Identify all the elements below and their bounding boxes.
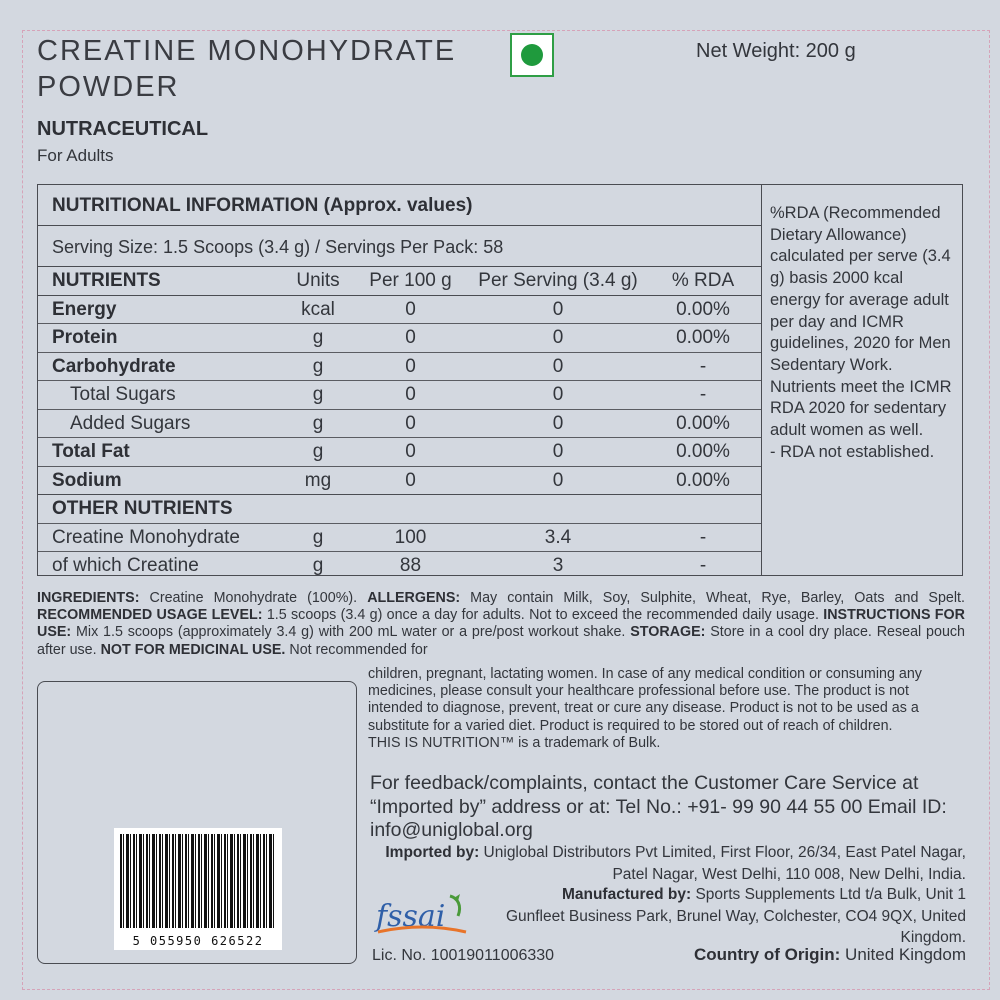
- table-row: Carbohydrate g 0 0 -: [38, 353, 761, 382]
- svg-text:fssai: fssai: [376, 899, 446, 934]
- table-row: Sodium mg 0 0 0.00%: [38, 467, 761, 496]
- barcode-number: 5 055950 626522: [132, 934, 264, 948]
- importer-address: Imported by: Uniglobal Distributors Pvt Limited, First Floor, 26/34, East Patel Nagar, Patel Nagar, West Delhi, 110 008, New Delhi, India.: [385, 844, 966, 883]
- product-audience: For Adults: [37, 146, 114, 165]
- serving-size: Serving Size: 1.5 Scoops (3.4 g) / Servings Per Pack: 58: [38, 226, 761, 267]
- table-row: Added Sugars g 0 0 0.00%: [38, 410, 761, 439]
- table-row: Energy kcal 0 0 0.00%: [38, 296, 761, 325]
- trademark-note: THIS IS NUTRITION™ is a trademark of Bulk.: [368, 734, 661, 751]
- col-rda: % RDA: [671, 270, 735, 291]
- table-row: Total Fat g 0 0 0.00%: [38, 438, 761, 467]
- product-title: CREATINE MONOHYDRATE POWDER: [37, 35, 457, 103]
- table-row: Total Sugars g 0 0 -: [38, 381, 761, 410]
- country-of-origin: Country of Origin: United Kingdom: [693, 945, 966, 964]
- fssai-logo-icon: [372, 892, 472, 938]
- product-category: NUTRACEUTICAL: [37, 118, 209, 140]
- table-row: Creatine Monohydrate g 100 3.4 -: [38, 524, 761, 553]
- feedback-contact: For feedback/complaints, contact the Customer Care Service at “Imported by” address or at: Tel No.: +91- 99 90 44 55 00 Email ID: info@uniglobal.org: [370, 772, 947, 841]
- barcode-bars: [120, 834, 276, 928]
- col-per-100: Per 100 g: [369, 270, 452, 291]
- nutrition-header-row: [38, 267, 761, 296]
- nutrition-heading: NUTRITIONAL INFORMATION (Approx. values): [38, 185, 761, 226]
- ingredients-paragraph: INGREDIENTS: Creatine Monohydrate (100%). ALLERGENS: May contain Milk, Soy, Sulphite, Wheat, Rye, Barley, Oats and Spelt. RECOMMENDED USAGE LEVEL: 1.5 scoops (3.4 g) once a day for adults. Not to exceed the recommended daily usage. INSTRUCTIONS FOR USE: Mix 1.5 scoops (approximately 3.4 g) with 200 mL water or a pre/post workout shake. STORAGE: Store in a cool dry place. Reseal pouch after use. NOT FOR MEDICINAL USE. Not recommended for: [37, 590, 965, 658]
- warning-paragraph: children, pregnant, lactating women. In case of any medical condition or consuming any medicines, please consult your healthcare professional before use. The product is not intended to diagnose, prevent, treat or cure any disease. Product is not to be used as a substitute for a varied diet. Product is required to be stored out of reach of children. THIS IS NUTRITION™ is a trademark of Bulk.: [368, 666, 966, 752]
- other-nutrients-heading: OTHER NUTRIENTS: [38, 495, 761, 524]
- table-row: Protein g 0 0 0.00%: [38, 324, 761, 353]
- nutrition-table: [37, 184, 963, 576]
- col-nutrients: NUTRIENTS: [52, 270, 161, 291]
- vegetarian-icon: [510, 33, 554, 77]
- table-row: of which Creatine g 88 3 -: [52, 555, 707, 576]
- net-weight: Net Weight: 200 g: [696, 40, 856, 62]
- license-number: Lic. No. 10019011006330: [372, 947, 555, 964]
- barcode: [114, 828, 282, 950]
- manufacturer-address: Manufactured by: Sports Supplements Ltd t/a Bulk, Unit 1 Gunfleet Business Park, Brunel Way, Colchester, CO4 9QX, United Kingdom.: [505, 886, 966, 946]
- col-units: Units: [296, 270, 340, 291]
- rda-note: %RDA (Recommended Dietary Allowance) calculated per serve (3.4 g) basis 2000 kcal energy for average adult per day and ICMR guidelines, 2020 for Men Sedentary Work. Nutrients meet the ICMR RDA 2020 for sedentary adult women as well. - RDA not established.: [770, 204, 952, 461]
- col-per-serving: Per Serving (3.4 g): [478, 270, 638, 291]
